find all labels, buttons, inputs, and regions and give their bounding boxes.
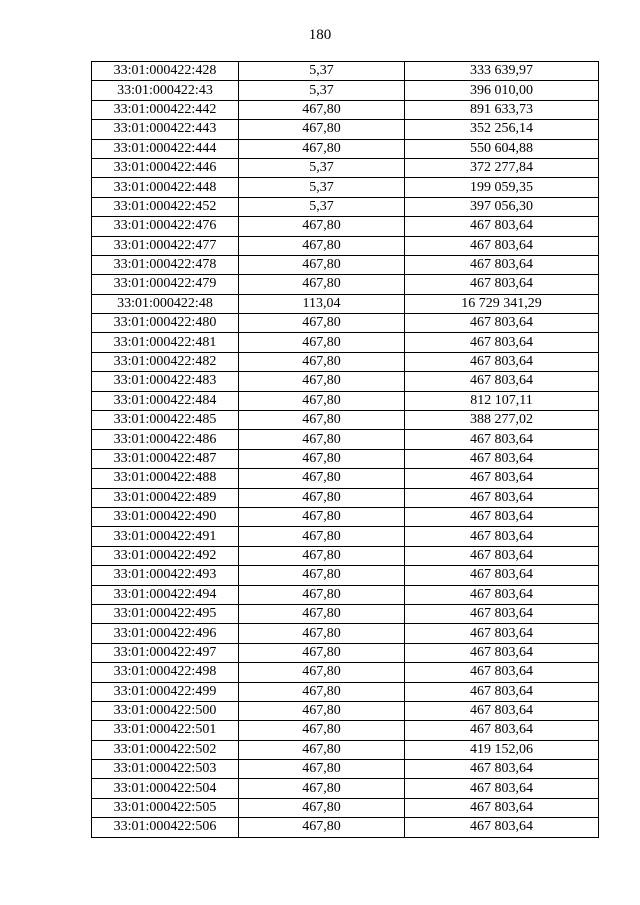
table-row [92,507,599,526]
area-cell: 467,80 [239,585,405,604]
cadastral-number-cell: 33:01:000422:446 [92,158,239,177]
cadastral-number-cell: 33:01:000422:491 [92,527,239,546]
table-row [92,314,599,333]
table-row [92,818,599,837]
cadastral-table [91,61,599,838]
table-row [92,217,599,236]
area-cell: 467,80 [239,721,405,740]
value-cell: 467 803,64 [405,469,599,488]
table-row [92,139,599,158]
cadastral-number-cell: 33:01:000422:485 [92,411,239,430]
table-row [92,488,599,507]
table-row [92,682,599,701]
cadastral-number-cell: 33:01:000422:477 [92,236,239,255]
area-cell: 467,80 [239,604,405,623]
table-row [92,566,599,585]
value-cell: 550 604,88 [405,139,599,158]
table-row [92,81,599,100]
cadastral-number-cell: 33:01:000422:483 [92,372,239,391]
table-row [92,663,599,682]
cadastral-number-cell: 33:01:000422:478 [92,255,239,274]
value-cell: 467 803,64 [405,527,599,546]
value-cell: 467 803,64 [405,760,599,779]
area-cell: 467,80 [239,760,405,779]
value-cell: 467 803,64 [405,701,599,720]
table-row [92,721,599,740]
value-cell: 467 803,64 [405,682,599,701]
area-cell: 467,80 [239,411,405,430]
area-cell: 467,80 [239,818,405,837]
cadastral-number-cell: 33:01:000422:488 [92,469,239,488]
cadastral-number-cell: 33:01:000422:496 [92,624,239,643]
cadastral-number-cell: 33:01:000422:499 [92,682,239,701]
cadastral-number-cell: 33:01:000422:480 [92,314,239,333]
value-cell: 467 803,64 [405,818,599,837]
value-cell: 467 803,64 [405,604,599,623]
value-cell: 388 277,02 [405,411,599,430]
table-row [92,449,599,468]
cadastral-number-cell: 33:01:000422:486 [92,430,239,449]
value-cell: 467 803,64 [405,624,599,643]
cadastral-number-cell: 33:01:000422:484 [92,391,239,410]
area-cell: 5,37 [239,197,405,216]
table-row [92,178,599,197]
table-row [92,779,599,798]
cadastral-number-cell: 33:01:000422:492 [92,546,239,565]
area-cell: 467,80 [239,488,405,507]
area-cell: 467,80 [239,469,405,488]
value-cell: 467 803,64 [405,566,599,585]
cadastral-number-cell: 33:01:000422:476 [92,217,239,236]
cadastral-number-cell: 33:01:000422:448 [92,178,239,197]
table-row [92,740,599,759]
table-row [92,430,599,449]
area-cell: 467,80 [239,546,405,565]
value-cell: 467 803,64 [405,352,599,371]
cadastral-number-cell: 33:01:000422:493 [92,566,239,585]
table-row [92,372,599,391]
page-number: 180 [308,27,332,43]
cadastral-number-cell: 33:01:000422:452 [92,197,239,216]
area-cell: 5,37 [239,158,405,177]
value-cell: 467 803,64 [405,488,599,507]
value-cell: 16 729 341,29 [405,294,599,313]
value-cell: 467 803,64 [405,643,599,662]
table-row [92,798,599,817]
table-row [92,527,599,546]
area-cell: 467,80 [239,643,405,662]
value-cell: 397 056,30 [405,197,599,216]
cadastral-number-cell: 33:01:000422:504 [92,779,239,798]
table-body [92,62,599,838]
table-row [92,411,599,430]
area-cell: 467,80 [239,663,405,682]
area-cell: 467,80 [239,314,405,333]
value-cell: 467 803,64 [405,449,599,468]
area-cell: 113,04 [239,294,405,313]
area-cell: 467,80 [239,372,405,391]
cadastral-number-cell: 33:01:000422:479 [92,275,239,294]
value-cell: 467 803,64 [405,255,599,274]
area-cell: 467,80 [239,682,405,701]
cadastral-number-cell: 33:01:000422:442 [92,100,239,119]
value-cell: 467 803,64 [405,663,599,682]
value-cell: 352 256,14 [405,120,599,139]
cadastral-number-cell: 33:01:000422:494 [92,585,239,604]
table-row [92,120,599,139]
value-cell: 467 803,64 [405,430,599,449]
cadastral-number-cell: 33:01:000422:505 [92,798,239,817]
cadastral-number-cell: 33:01:000422:489 [92,488,239,507]
table-row [92,255,599,274]
table-row [92,624,599,643]
cadastral-number-cell: 33:01:000422:443 [92,120,239,139]
cadastral-number-cell: 33:01:000422:502 [92,740,239,759]
value-cell: 467 803,64 [405,585,599,604]
cadastral-number-cell: 33:01:000422:503 [92,760,239,779]
area-cell: 467,80 [239,255,405,274]
value-cell: 467 803,64 [405,372,599,391]
table-row [92,469,599,488]
value-cell: 199 059,35 [405,178,599,197]
cadastral-number-cell: 33:01:000422:490 [92,507,239,526]
table-row [92,333,599,352]
table-row [92,701,599,720]
area-cell: 467,80 [239,217,405,236]
value-cell: 891 633,73 [405,100,599,119]
cadastral-number-cell: 33:01:000422:428 [92,62,239,81]
area-cell: 467,80 [239,566,405,585]
area-cell: 467,80 [239,391,405,410]
value-cell: 419 152,06 [405,740,599,759]
value-cell: 467 803,64 [405,721,599,740]
cadastral-number-cell: 33:01:000422:495 [92,604,239,623]
table-row [92,62,599,81]
area-cell: 467,80 [239,352,405,371]
table-row [92,100,599,119]
cadastral-number-cell: 33:01:000422:444 [92,139,239,158]
value-cell: 467 803,64 [405,333,599,352]
value-cell: 467 803,64 [405,779,599,798]
value-cell: 372 277,84 [405,158,599,177]
cadastral-number-cell: 33:01:000422:500 [92,701,239,720]
value-cell: 467 803,64 [405,546,599,565]
area-cell: 467,80 [239,275,405,294]
area-cell: 467,80 [239,740,405,759]
cadastral-number-cell: 33:01:000422:498 [92,663,239,682]
area-cell: 467,80 [239,701,405,720]
area-cell: 467,80 [239,139,405,158]
cadastral-number-cell: 33:01:000422:43 [92,81,239,100]
value-cell: 467 803,64 [405,217,599,236]
value-cell: 812 107,11 [405,391,599,410]
table-row [92,391,599,410]
table-row [92,158,599,177]
cadastral-number-cell: 33:01:000422:482 [92,352,239,371]
area-cell: 467,80 [239,100,405,119]
area-cell: 467,80 [239,798,405,817]
area-cell: 5,37 [239,81,405,100]
value-cell: 396 010,00 [405,81,599,100]
table-row [92,643,599,662]
area-cell: 5,37 [239,178,405,197]
value-cell: 467 803,64 [405,314,599,333]
area-cell: 467,80 [239,449,405,468]
value-cell: 467 803,64 [405,507,599,526]
table-row [92,275,599,294]
table-row [92,352,599,371]
value-cell: 333 639,97 [405,62,599,81]
area-cell: 467,80 [239,430,405,449]
cadastral-number-cell: 33:01:000422:481 [92,333,239,352]
cadastral-number-cell: 33:01:000422:48 [92,294,239,313]
area-cell: 467,80 [239,624,405,643]
table-row [92,236,599,255]
area-cell: 467,80 [239,507,405,526]
table-row [92,294,599,313]
area-cell: 467,80 [239,236,405,255]
area-cell: 467,80 [239,779,405,798]
cadastral-number-cell: 33:01:000422:497 [92,643,239,662]
value-cell: 467 803,64 [405,275,599,294]
table-row [92,585,599,604]
value-cell: 467 803,64 [405,236,599,255]
area-cell: 467,80 [239,333,405,352]
table-row [92,604,599,623]
area-cell: 5,37 [239,62,405,81]
value-cell: 467 803,64 [405,798,599,817]
area-cell: 467,80 [239,527,405,546]
table-row [92,197,599,216]
cadastral-number-cell: 33:01:000422:487 [92,449,239,468]
table-row [92,546,599,565]
table-row [92,760,599,779]
cadastral-number-cell: 33:01:000422:506 [92,818,239,837]
area-cell: 467,80 [239,120,405,139]
cadastral-number-cell: 33:01:000422:501 [92,721,239,740]
